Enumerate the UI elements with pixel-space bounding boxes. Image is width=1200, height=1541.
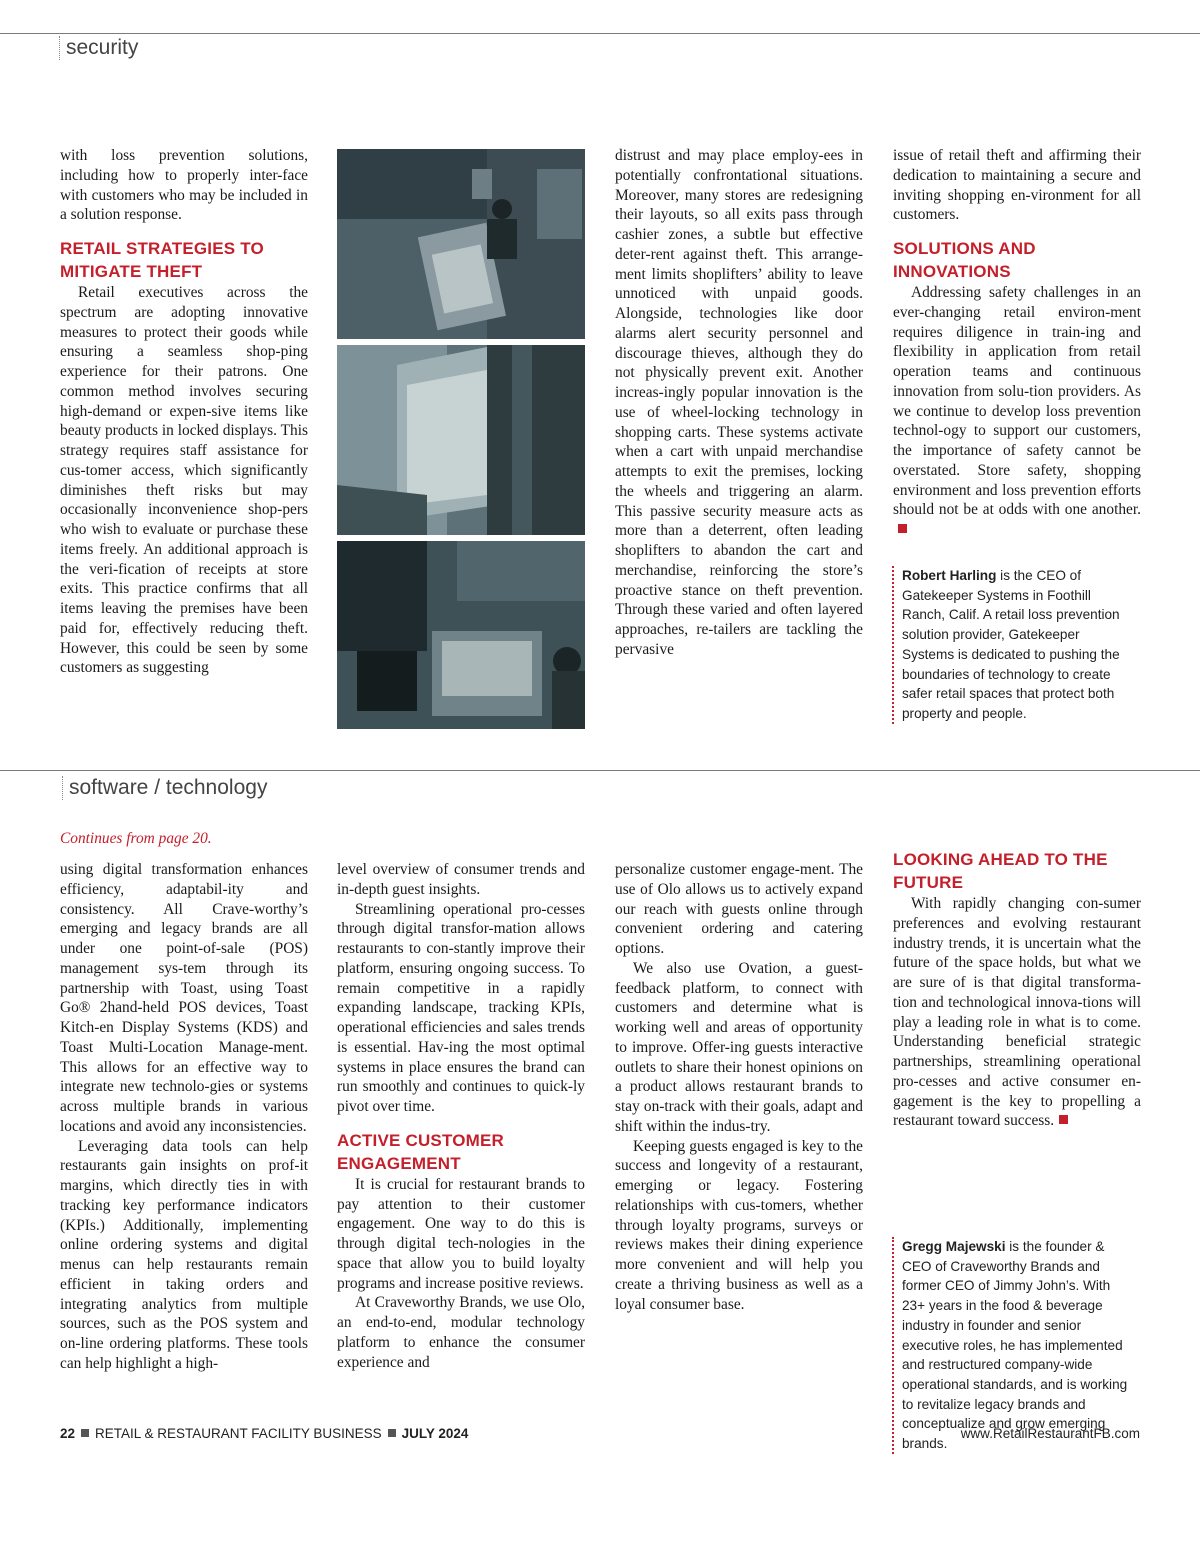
paragraph-text: Retail executives across the spectrum are adopting innovative measures to protect their goods while ensuring a seamless shop-ping experience for their patrons. One common method involves securing high-demand or expen-sive items like beauty products in locked displays. This strategy requires staff assistance for cus-tomer access, which significantly diminishes theft risks but may occasionally inconvenience shop-pers who wish to evaluate or purchase these items freely. An additional approach is the veri-fication of receipts at store exits. This practice confirms that all items leaving the premises have been paid for, effectively reducing theft. However, this could be seen by some customers as suggesting	[60, 284, 308, 677]
section-heading	[893, 848, 1141, 894]
issue-date: JULY 2024	[401, 1426, 469, 1441]
continues-note: Continues from page 20.	[60, 830, 212, 847]
author-bio-robert-harling	[892, 566, 1134, 724]
footer-left	[60, 1426, 468, 1441]
page-number: 22	[60, 1426, 76, 1441]
bottom-column-2	[337, 860, 585, 1372]
square-bullet-icon	[81, 1429, 89, 1437]
square-bullet-icon	[388, 1429, 396, 1437]
paragraph-text: Leveraging data tools can help restaurants gain insights on prof-it margins, which directly ties in with tracking key performance indicators (KPIs.) Additionally, implementing online ordering systems and digital menus can help restaurants remain efficient in taking orders and integrating analytics from multiple sources, such as the POS system and on-line ordering platforms. These tools can help highlight a high-	[60, 1137, 308, 1372]
photo-store-entrance	[337, 345, 585, 535]
paragraph-text: Addressing safety challenges in an ever-changing retail environ-ment requires diligence in train-ing and flexibility in application from retail operation teams and continuous innovation from solu-tion providers. As we continue to develop loss prevention technol-ogy to support our customers, the importance of safety cannot be overstated. Store safety, shopping environment and loss prevention efforts should not be at odds with one another.	[893, 284, 1141, 519]
top-column-1	[60, 146, 308, 678]
section-heading	[60, 237, 308, 283]
paragraph	[337, 860, 585, 900]
author-name: Robert Harling	[902, 568, 997, 583]
paragraph	[893, 283, 1141, 540]
heading-text: LOOKING AHEAD TO THE FUTURE	[893, 850, 1108, 892]
heading-text: SOLUTIONS AND INNOVATIONS	[893, 239, 1036, 281]
paragraph	[337, 1175, 585, 1294]
paragraph-text: With rapidly changing con-sumer preferences and evolving restaurant industry trends, it is uncertain what the future of the space holds, but what we are sure of is that digital transforma-tion and technological innova-tions will play a leading role in what is to come. Understanding beneficial strategic partnerships, streamlining operational pro-cesses and active consumer en-gagement is the key to propelling a restaurant toward success.	[893, 895, 1141, 1130]
top-rule	[0, 33, 1200, 34]
paragraph-text: It is crucial for restaurant brands to pay attention to their customer engagement. One way to do this is through digital tech-nologies in the space that allow you to build loyalty programs and increase positive reviews.	[337, 1175, 585, 1292]
heading-text: ACTIVE CUSTOMER ENGAGEMENT	[337, 1130, 505, 1173]
photo-shopper-cart	[337, 149, 585, 339]
bottom-column-1	[60, 860, 308, 1374]
paragraph-text: At Craveworthy Brands, we use Olo, an end-to-end, modular technology platform to enhance the consumer experience and	[337, 1294, 585, 1371]
paragraph	[60, 146, 308, 225]
photo-checkout-lane	[337, 541, 585, 729]
section-heading	[893, 237, 1141, 283]
end-mark-icon	[898, 524, 907, 533]
page-footer	[60, 1426, 1140, 1446]
section-label-security: security	[59, 36, 138, 60]
paragraph-text: Streamlining operational pro-cesses through digital transfor-mation allows restaurants to con-stantly improve their platform, ensuring ongoing success. To remain competitive in a rapidly expanding landscape, tracking KPIs, operational efficiencies and sales trends is essential. Hav-ing the most optimal systems in place ensures the brand can run smoothly and continues to quick-ly pivot over time.	[337, 900, 585, 1115]
paragraph-text: with loss prevention solutions, including how to properly inter-face with customers who may be included in a solution response.	[60, 147, 308, 224]
website-url: www.RetailRestaurantFB.com	[960, 1426, 1140, 1441]
paragraph-text: level overview of consumer trends and in-depth guest insights.	[337, 861, 585, 898]
author-bio-text: is the CEO of Gatekeeper Systems in Foothill Ranch, Calif. A retail loss prevention solution provider, Gatekeeper Systems is dedicated to pushing the boundaries of technology to create safer retail spaces that protect both property and people.	[902, 568, 1120, 721]
paragraph-text: Keeping guests engaged is key to the success and longevity of a restaurant, emerging or legacy. Fostering relationships with cus-tomers, whether through loyalty programs, surveys or reviews makes their dining experience more convenient and will help you create a thriving business as well as a loyal consumer base.	[615, 1137, 863, 1313]
paragraph	[615, 1137, 863, 1315]
paragraph	[615, 146, 863, 660]
author-bio-text: is the founder & CEO of Craveworthy Brands and former CEO of Jimmy John’s. With 23+ years in the food & beverage industry in founder and senior executive roles, he has implemented and restructured company-wide operational standards, and is working to revitalize legacy brands and conceptualize and grow emerging brands.	[902, 1239, 1128, 1452]
top-column-3	[615, 146, 863, 660]
heading-text: RETAIL STRATEGIES TO MITIGATE THEFT	[60, 239, 264, 281]
paragraph-text: We also use Ovation, a guest-feedback platform, to connect with customers and determine what is working well and areas of opportunity to improve. Offer-ing guests interactive outlets to share their honest opinions on a product allows restaurant brands to stay on-track with their goals, adapt and shift within the indus-try.	[615, 959, 863, 1135]
paragraph-text: issue of retail theft and affirming their dedication to maintaining a secure and inviting shopping en-vironment for all customers.	[893, 147, 1141, 224]
paragraph	[615, 860, 863, 959]
paragraph-text: using digital transformation enhances efficiency, adaptabil-ity and consistency. All Crave-worthy’s emerging and legacy brands are all under one point-of-sale (POS) management sys-tem through its partnership with Toast, using Toast Go® 2hand-held POS devices, Toast Kitch-en Display Systems (KDS) and Toast Multi-Location Manage-ment. This allows for an effective way to integrate new technolo-gies or systems across multiple brands in various locations and avoid any inconsistencies.	[60, 861, 308, 1135]
paragraph	[893, 894, 1141, 1131]
author-name: Gregg Majewski	[902, 1239, 1006, 1254]
paragraph	[60, 860, 308, 1137]
paragraph-text: distrust and may place employ-ees in potentially confrontational situations. Moreover, many stores are redesigning their layouts, so all exits pass through cashier zones, a subtle but effective deter-rent against theft. This arrange-ment limits shoplifters’ ability to leave unnoticed with unpaid goods. Alongside, technologies like door alarms alert security personnel and discourage thieves, although they do not physically prevent exit. Another increas-ingly popular innovation is the use of wheel-locking technology in shopping carts. These systems activate when a cart with unpaid merchandise attempts to exit the premises, locking the wheels and triggering an alarm. This passive security measure acts as more than a deterrent, often leading shoplifters to abandon the cart and merchandise, reinforcing the store’s proactive stance on theft prevention. Through these varied and often layered approaches, re-tailers are tackling the pervasive	[615, 147, 863, 658]
paragraph	[615, 959, 863, 1137]
publication-name: RETAIL & RESTAURANT FACILITY BUSINESS	[95, 1426, 382, 1441]
paragraph	[60, 1137, 308, 1374]
top-column-4	[893, 146, 1141, 540]
author-bio-gregg-majewski	[892, 1237, 1134, 1454]
end-mark-icon	[1059, 1115, 1068, 1124]
paragraph-text: personalize customer engage-ment. The use of Olo allows us to actively expand our reach with guests online through convenient ordering and catering options.	[615, 861, 863, 957]
bottom-column-4	[893, 848, 1141, 1131]
section-label-software-technology: software / technology	[62, 776, 267, 800]
paragraph	[893, 146, 1141, 225]
paragraph	[337, 900, 585, 1117]
section-heading	[337, 1129, 585, 1175]
paragraph	[60, 283, 308, 678]
paragraph	[337, 1293, 585, 1372]
middle-rule	[0, 770, 1200, 771]
bottom-column-3	[615, 860, 863, 1314]
